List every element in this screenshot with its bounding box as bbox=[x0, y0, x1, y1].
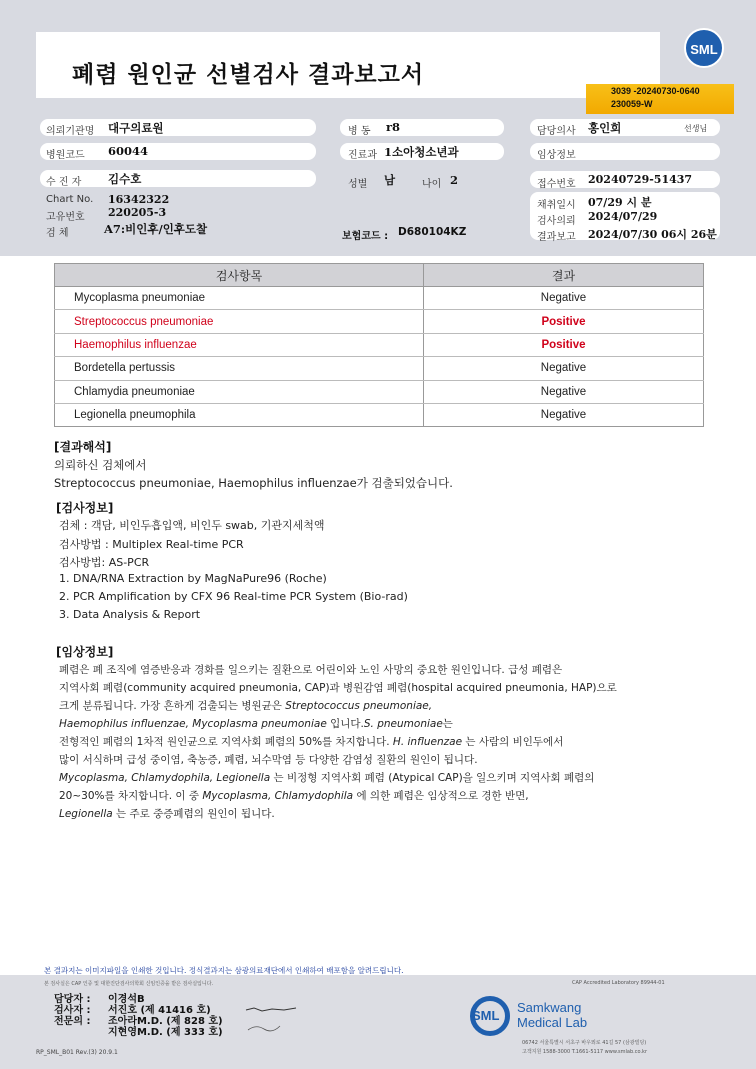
ward-label: 병 동 bbox=[348, 126, 371, 137]
collect-label: 채취일시 bbox=[537, 200, 576, 211]
test-item: Legionella pneumophila bbox=[55, 403, 424, 426]
hospital-code-label: 병원코드 bbox=[46, 150, 85, 161]
patient-name: 김수호 bbox=[108, 172, 142, 186]
specialist-name: 조아라M.D. (제 828 호) bbox=[108, 1016, 223, 1027]
test-result: Negative bbox=[424, 287, 704, 310]
request-value: 2024/07/29 bbox=[588, 210, 658, 223]
sml-logo-badge: SML bbox=[684, 28, 724, 68]
clinical-heading: [임상정보] bbox=[56, 645, 114, 659]
clinical-info-label: 임상정보 bbox=[537, 150, 576, 161]
report-value: 2024/07/30 06시 26분 bbox=[588, 228, 717, 241]
doctor-label: 담당의사 bbox=[537, 126, 576, 137]
request-label: 검사의뢰 bbox=[537, 216, 576, 227]
company-phone: 고객지원 1588-3000 T.1661-5117 www.smlab.co.kr bbox=[522, 1049, 647, 1055]
chart-no-value: 16342322 bbox=[108, 193, 170, 206]
specialist-name: 지현영M.D. (제 333 호) bbox=[108, 1027, 223, 1038]
table-row bbox=[55, 287, 704, 310]
insurance-value: D680104KZ bbox=[398, 226, 467, 238]
doctor-suffix: 선생님 bbox=[684, 124, 708, 133]
tester-name: 서진호 (제 41416 호) bbox=[108, 1005, 211, 1016]
test-result: Negative bbox=[424, 403, 704, 426]
specimen-label: 검 체 bbox=[46, 228, 69, 239]
table-row bbox=[55, 333, 704, 356]
receipt-label: 접수번호 bbox=[537, 179, 576, 190]
institution-value: 대구의료원 bbox=[108, 121, 164, 135]
clinical-line: Haemophilus influenzae, Mycoplasma pneumoniae 입니다.S. pneumoniae는 bbox=[59, 718, 453, 730]
test-item: Mycoplasma pneumoniae bbox=[55, 287, 424, 310]
company-address: 06742 서울특별시 서초구 바우뫼로 41길 57 (삼광빌딩) bbox=[522, 1040, 647, 1046]
test-info-line: 3. Data Analysis & Report bbox=[59, 608, 201, 621]
signature-image bbox=[244, 1004, 300, 1036]
dept-label: 진료과 bbox=[348, 150, 377, 161]
clinical-line: 전형적인 폐렴의 1차적 원인균으로 지역사회 폐렴의 50%를 차지합니다. H. influenzae 는 사람의 비인두에서 bbox=[59, 736, 564, 748]
clinical-line: 지역사회 폐렴(community acquired pneumonia, CAP)과 병원감염 폐렴(hospital acquired pneumonia, HAP)으로 bbox=[59, 682, 617, 694]
table-row bbox=[55, 380, 704, 403]
results-table bbox=[54, 263, 704, 427]
report-code-line1: 3039 -20240730-0640 bbox=[611, 86, 700, 96]
test-result: Positive bbox=[424, 333, 704, 356]
chart-no-label: Chart No. bbox=[46, 194, 94, 205]
clinical-line: 많이 서식하며 급성 중이염, 축농증, 폐렴, 뇌수막염 등 다양한 감염성 질환의 원인이 됩니다. bbox=[59, 754, 478, 766]
age-value: 2 bbox=[450, 173, 459, 187]
clinical-line: Mycoplasma, Chlamydophila, Legionella 는 비정형 지역사회 폐렴 (Atypical CAP)을 일으키며 지역사회 폐렴의 bbox=[59, 772, 595, 784]
company-name-line2: Medical Lab bbox=[517, 1015, 588, 1030]
header-result: 결과 bbox=[424, 264, 704, 287]
test-result: Negative bbox=[424, 380, 704, 403]
test-info-heading: [검사정보] bbox=[56, 501, 114, 515]
test-item: Chlamydia pneumoniae bbox=[55, 380, 424, 403]
test-item: Bordetella pertussis bbox=[55, 357, 424, 380]
collect-value: 07/29 시 분 bbox=[588, 196, 652, 209]
report-code-line2: 230059-W bbox=[611, 99, 653, 109]
company-name-line1: Samkwang bbox=[517, 1000, 582, 1015]
patient-pill bbox=[40, 170, 316, 187]
manager-label: 담당자 : bbox=[54, 994, 91, 1005]
id-no-value: 220205-3 bbox=[108, 206, 167, 219]
interpretation-heading: [결과해석] bbox=[54, 440, 112, 454]
report-label: 결과보고 bbox=[537, 232, 576, 243]
specimen-value: A7:비인후/인후도찰 bbox=[104, 222, 208, 236]
table-row bbox=[55, 357, 704, 380]
sml-logo-text: SML bbox=[472, 1008, 500, 1023]
test-info-line: 2. PCR Amplification by CFX 96 Real-time PCR System (Bio-rad) bbox=[59, 590, 408, 603]
manager-name: 이경석B bbox=[108, 994, 145, 1005]
test-info-line: 1. DNA/RNA Extraction by MagNaPure96 (Roche) bbox=[59, 572, 327, 585]
clinical-line: Legionella 는 주로 중증폐렴의 원인이 됩니다. bbox=[59, 808, 275, 820]
report-title: 폐렴 원인균 선별검사 결과보고서 bbox=[72, 62, 425, 88]
specialist-label: 전문의 : bbox=[54, 1016, 91, 1027]
age-label: 나이 bbox=[422, 179, 442, 190]
print-warning: 본 결과지는 이미지파일을 인쇄한 것입니다. 정식결과지는 삼광의료재단에서 인쇄하여 배포함을 알려드립니다. bbox=[44, 966, 404, 975]
sex-value: 남 bbox=[384, 173, 396, 187]
test-item: Streptococcus pneumoniae bbox=[55, 310, 424, 333]
table-row bbox=[55, 403, 704, 426]
institution-label: 의뢰기관명 bbox=[46, 126, 95, 137]
fine-print: 본 검사실은 CAP 인증 및 대한진단검사의학회 신임인증을 받은 검사실입니다. bbox=[44, 981, 214, 987]
patient-label: 수 진 자 bbox=[46, 177, 82, 188]
test-result: Positive bbox=[424, 310, 704, 333]
interpretation-line1: 의뢰하신 검체에서 bbox=[54, 458, 147, 472]
clinical-line: 20~30%를 차지합니다. 이 중 Mycoplasma, Chlamydophila 에 의한 폐렴은 임상적으로 경한 반면, bbox=[59, 790, 529, 802]
id-no-label: 고유번호 bbox=[46, 212, 85, 223]
cap-accreditation: CAP Accredited Laboratory 89944-01 bbox=[572, 980, 665, 986]
test-item: Haemophilus influenzae bbox=[55, 333, 424, 356]
hospital-code-value: 60044 bbox=[108, 144, 149, 158]
insurance-label: 보험코드 : bbox=[342, 231, 389, 242]
doctor-value: 홍인희 bbox=[588, 121, 622, 135]
tester-label: 검사자 : bbox=[54, 1005, 91, 1016]
dept-value: 1소아청소년과 bbox=[384, 145, 459, 159]
ward-value: r8 bbox=[386, 120, 401, 134]
test-info-line: 검사방법 : Multiplex Real-time PCR bbox=[59, 538, 244, 551]
test-result: Negative bbox=[424, 357, 704, 380]
form-code: RP_SML_B01 Rev.(3) 20.9.1 bbox=[36, 1049, 118, 1056]
sex-label: 성별 bbox=[348, 179, 368, 190]
interpretation-line2: Streptococcus pneumoniae, Haemophilus influenzae가 검출되었습니다. bbox=[54, 476, 453, 490]
clinical-line: 크게 분류됩니다. 가장 흔하게 검출되는 병원균은 Streptococcus pneumoniae, bbox=[59, 700, 433, 712]
test-info-line: 검사방법: AS-PCR bbox=[59, 556, 150, 569]
header-test-item: 검사항목 bbox=[55, 264, 424, 287]
test-info-line: 검체 : 객담, 비인두흡입액, 비인두 swab, 기관지세척액 bbox=[59, 519, 325, 532]
receipt-value: 20240729-51437 bbox=[588, 173, 693, 186]
table-row bbox=[55, 310, 704, 333]
clinical-line: 폐렴은 폐 조직에 염증반응과 경화를 일으키는 질환으로 어린이와 노인 사망의 중요한 원인입니다. 급성 폐렴은 bbox=[59, 664, 563, 676]
